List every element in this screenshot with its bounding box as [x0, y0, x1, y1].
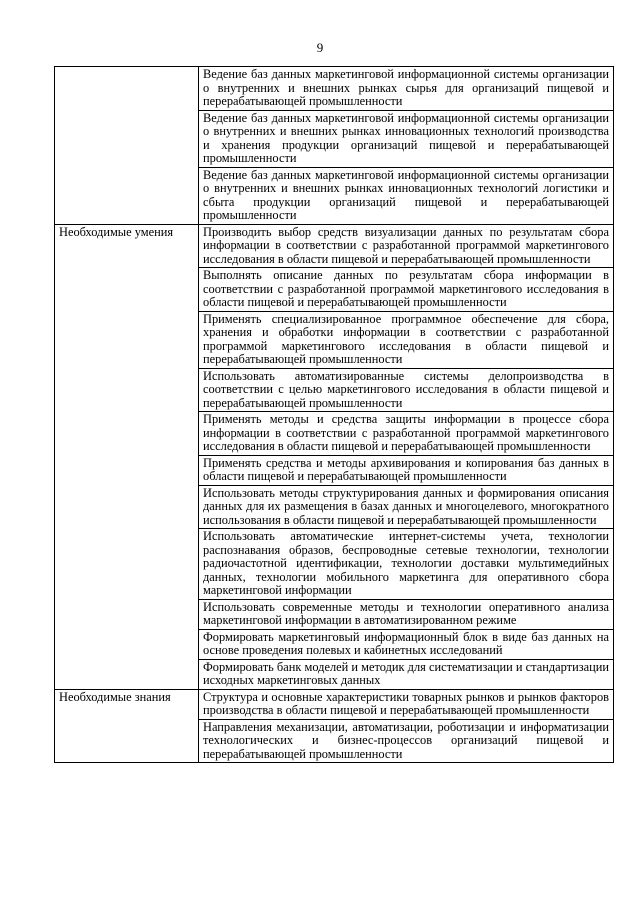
section-label: Необходимые умения	[55, 224, 199, 689]
table-row	[55, 689, 614, 719]
requirement-text: Использовать методы структурирования данных и формирования описания данных для их размещения в базах данных и многоцелевого, многократного использования в области пищевой и перерабатывающей промышленности	[199, 485, 614, 529]
page-number: 9	[316, 40, 324, 55]
requirement-text: Формировать маркетинговый информационный блок в виде баз данных на основе проведения полевых и кабинетных исследований	[199, 629, 614, 659]
requirement-text: Применять средства и методы архивирования и копирования баз данных в области пищевой и перерабатывающей промышленности	[199, 455, 614, 485]
requirement-text: Использовать автоматические интернет-системы учета, технологии распознавания образов, беспроводные сетевые технологии, технологии радиочастотной идентификации, технологии доставки мультимедийных данных, технологии мобильного маркетинга для оперативного сбора маркетинговой информации	[199, 529, 614, 600]
requirement-text: Ведение баз данных маркетинговой информационной системы организации о внутренних и внешних рынках сырья для организаций пищевой и перерабатывающей промышленности	[199, 67, 614, 111]
requirement-text: Применять специализированное программное обеспечение для сбора, хранения и обработки информации в соответствии с разработанной программой маркетингового исследования в области пищевой и перерабатывающей промышленности	[199, 311, 614, 368]
table-row	[55, 67, 614, 111]
requirement-text: Использовать автоматизированные системы делопроизводства в соответствии с целью маркетингового исследования в области пищевой и перерабатывающей промышленности	[199, 368, 614, 412]
requirement-text: Направления механизации, автоматизации, роботизации и информатизации технологических и бизнес-процессов организаций пищевой и перерабатывающей промышленности	[199, 719, 614, 763]
requirement-text: Выполнять описание данных по результатам сбора информации в соответствии с разработанной программой маркетингового исследования в области пищевой и перерабатывающей промышленности	[199, 268, 614, 312]
table-row	[55, 224, 614, 268]
requirement-text: Производить выбор средств визуализации данных по результатам сбора информации в соответствии с разработанной программой маркетингового исследования в области пищевой и перерабатывающей промышленности	[199, 224, 614, 268]
requirements-table	[54, 66, 614, 763]
requirement-text: Использовать современные методы и технологии оперативного анализа маркетинговой информации в автоматизированном режиме	[199, 599, 614, 629]
requirements-table-body	[55, 67, 614, 763]
requirement-text: Формировать банк моделей и методик для систематизации и стандартизации исходных маркетинговых данных	[199, 659, 614, 689]
section-label	[55, 67, 199, 225]
requirement-text: Применять методы и средства защиты информации в процессе сбора информации в соответствии с разработанной программой маркетингового исследования в области пищевой и перерабатывающей промышленности	[199, 412, 614, 456]
requirement-text: Ведение баз данных маркетинговой информационной системы организации о внутренних и внешних рынках инновационных технологий логистики и сбыта продукции организаций пищевой и перерабатывающей промышленности	[199, 167, 614, 224]
requirement-text: Ведение баз данных маркетинговой информационной системы организации о внутренних и внешних рынках инновационных технологий производства и хранения продукции организаций пищевой и перерабатывающей промышленности	[199, 110, 614, 167]
requirement-text: Структура и основные характеристики товарных рынков и рынков факторов производства в области пищевой и перерабатывающей промышленности	[199, 689, 614, 719]
section-label: Необходимые знания	[55, 689, 199, 763]
